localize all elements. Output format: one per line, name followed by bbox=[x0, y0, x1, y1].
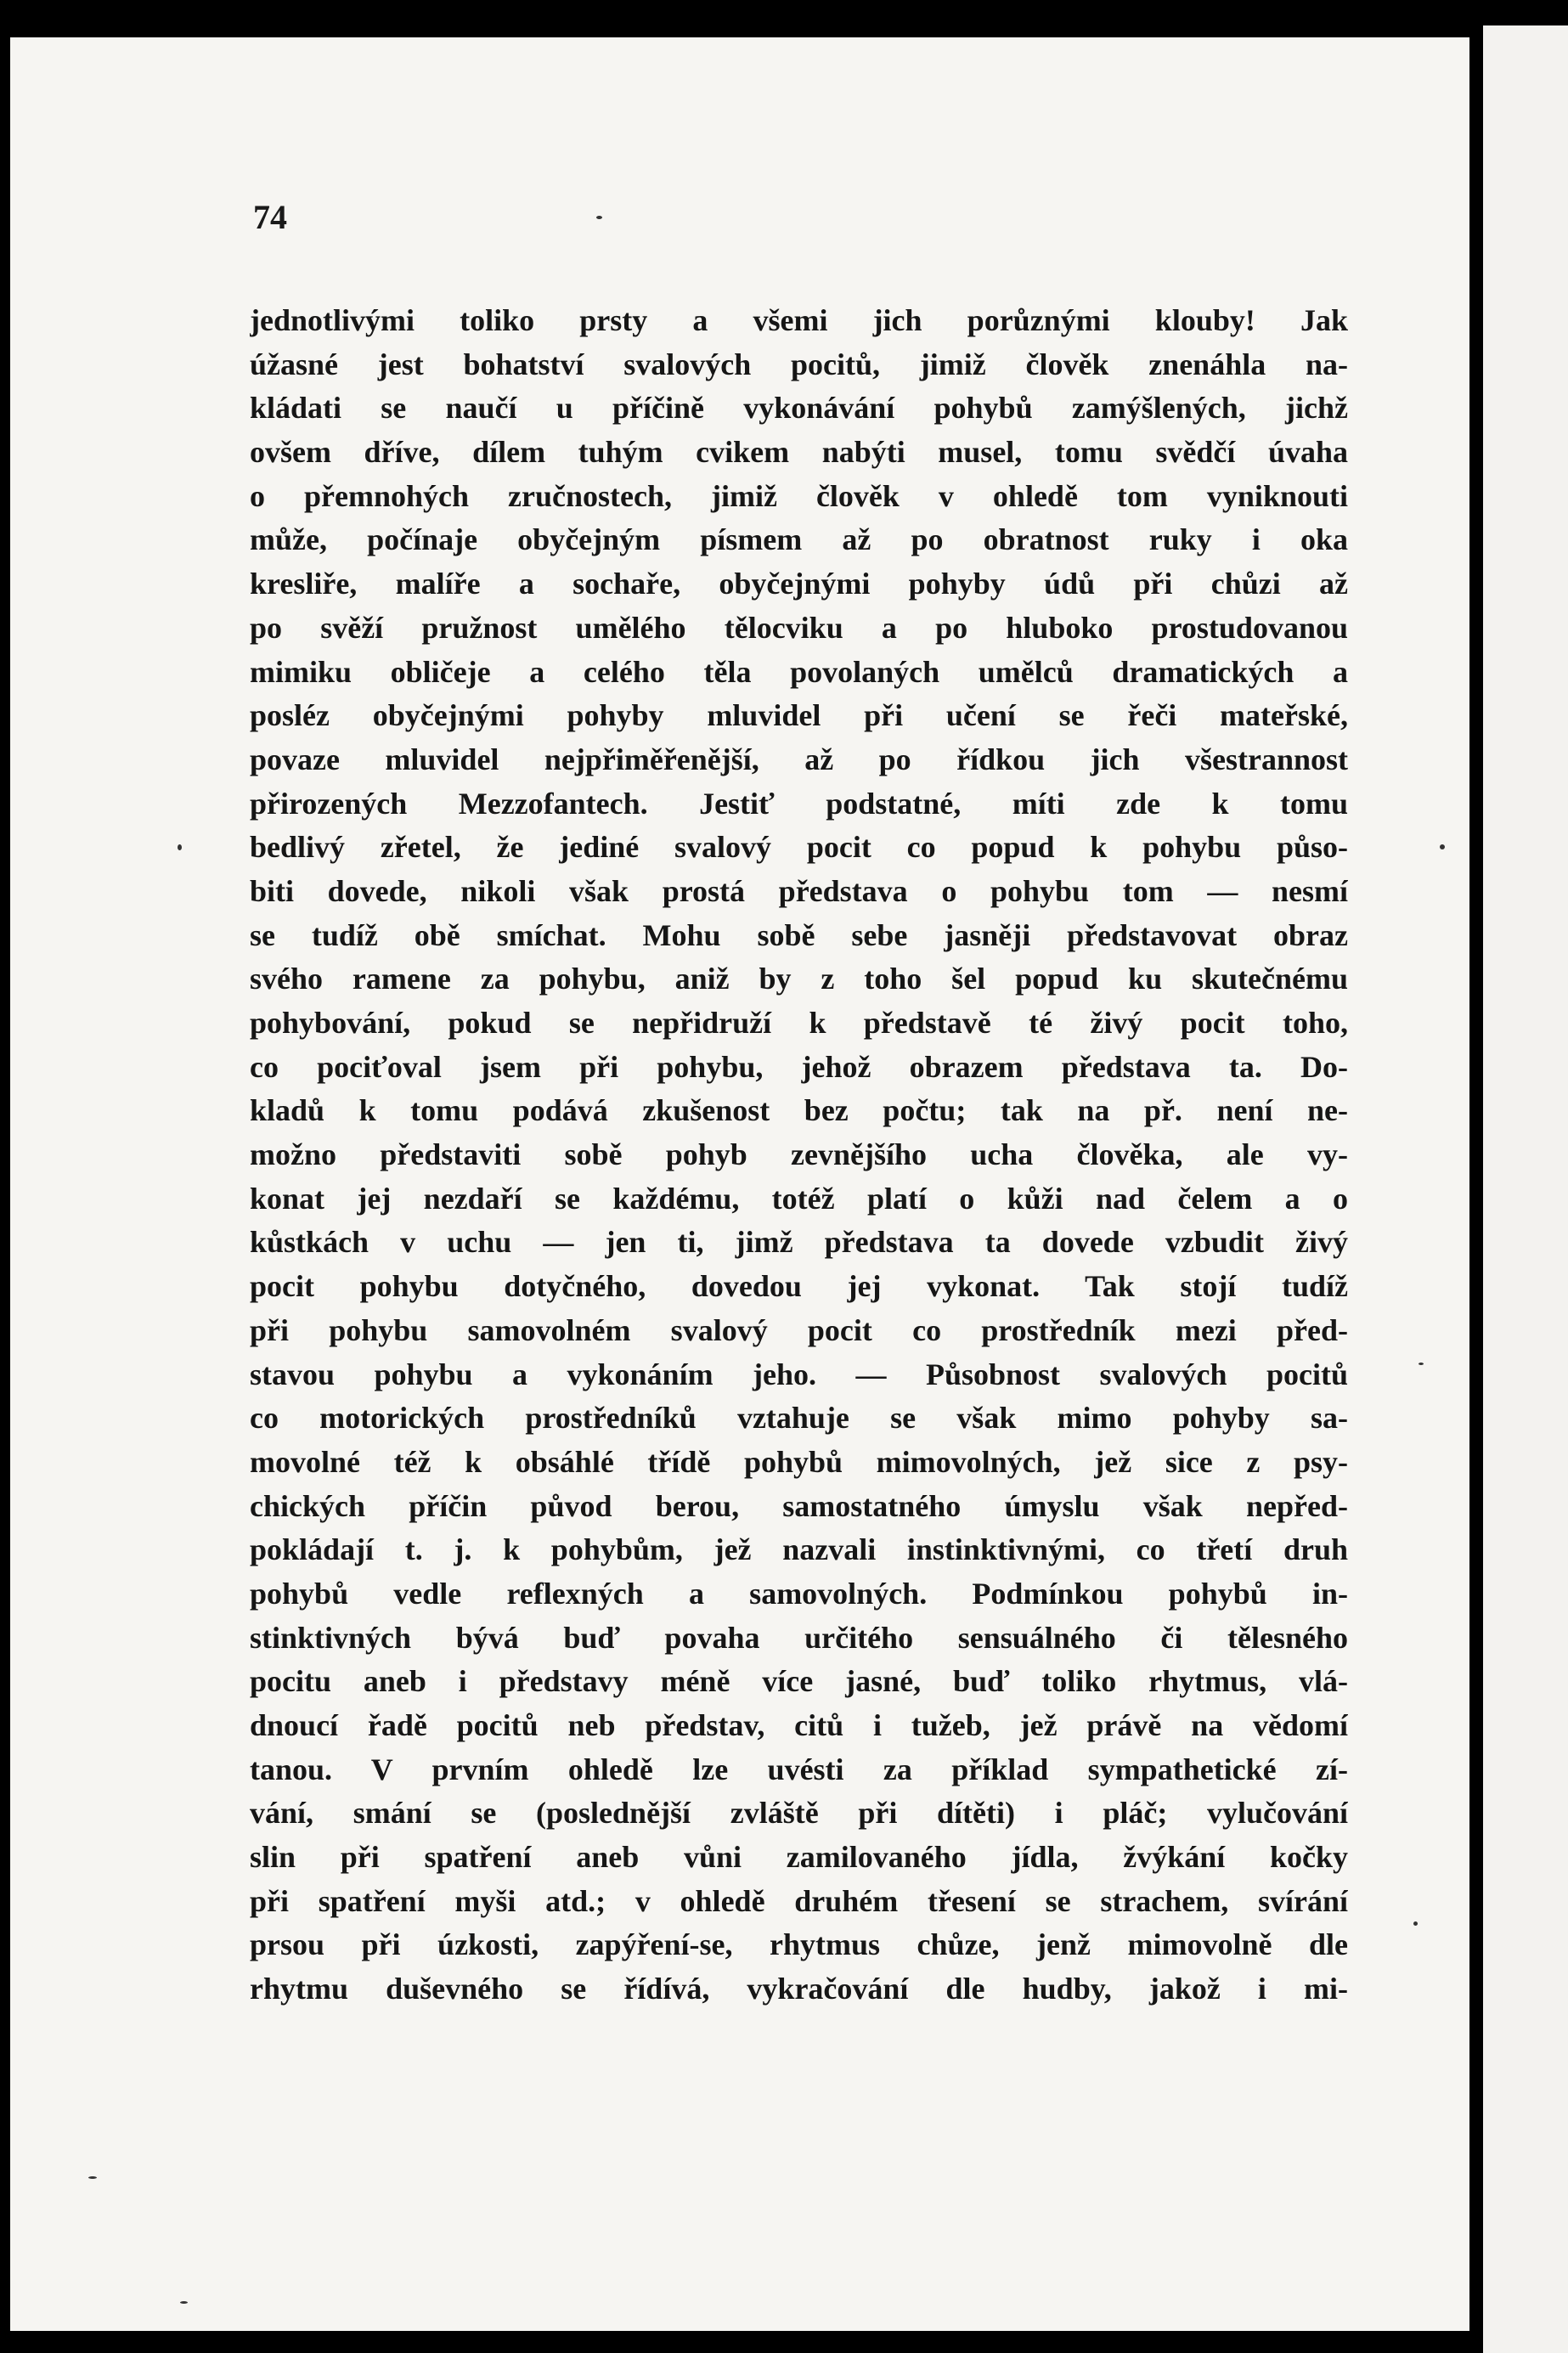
book-page bbox=[10, 37, 1469, 2331]
text-line: chických příčin původ berou, samostatného úmyslu však nepřed- bbox=[250, 1488, 1348, 1523]
text-line: co pociťoval jsem při pohybu, jehož obrazem představa ta. Do- bbox=[250, 1049, 1348, 1084]
text-line: o přemnohých zručnostech, jimiž člověk v ohledě tom vyniknouti bbox=[250, 478, 1348, 513]
text-line: movolné též k obsáhlé třídě pohybů mimovolných, jež sice z psy- bbox=[250, 1444, 1348, 1479]
text-line: pocitu aneb i představy méně více jasné, buď toliko rhytmus, vlá- bbox=[250, 1664, 1348, 1699]
text-line: pocit pohybu dotyčného, dovedou jej vykonat. Tak stojí tudíž bbox=[250, 1269, 1348, 1304]
text-line: konat jej nezdaří se každému, totéž platí o kůži nad čelem a o bbox=[250, 1181, 1348, 1216]
scan-speck bbox=[596, 216, 602, 219]
page-number: 74 bbox=[253, 198, 287, 236]
text-line: mimiku obličeje a celého těla povolaných umělců dramatických a bbox=[250, 654, 1348, 689]
text-line: posléz obyčejnými pohyby mluvidel při učení se řeči mateřské, bbox=[250, 698, 1348, 733]
text-line: bedlivý zřetel, že jediné svalový pocit co popud k pohybu půso- bbox=[250, 830, 1348, 865]
adjacent-page-edge bbox=[1483, 25, 1568, 2353]
text-line: pohybů vedle reflexných a samovolných. Podmínkou pohybů in- bbox=[250, 1576, 1348, 1611]
text-line: možno představiti sobě pohyb zevnějšího ucha člověka, ale vy- bbox=[250, 1137, 1348, 1172]
text-line: kladů k tomu podává zkušenost bez počtu; tak na př. není ne- bbox=[250, 1093, 1348, 1128]
text-line: dnoucí řadě pocitů neb představ, citů i tužeb, jež právě na vědomí bbox=[250, 1708, 1348, 1742]
text-line: co motorických prostředníků vztahuje se však mimo pohyby sa- bbox=[250, 1401, 1348, 1436]
text-line: při spatření myši atd.; v ohledě druhém třesení se strachem, svírání bbox=[250, 1883, 1348, 1918]
scan-speck bbox=[1413, 1921, 1418, 1926]
text-line: stavou pohybu a vykonáním jeho. — Působnost svalových pocitů bbox=[250, 1357, 1348, 1391]
text-line: biti dovede, nikoli však prostá představa o pohybu tom — nesmí bbox=[250, 873, 1348, 908]
text-line: může, počínaje obyčejným písmem až po obratnost ruky i oka bbox=[250, 522, 1348, 557]
text-line: rhytmu duševného se řídívá, vykračování dle hudby, jakož i mi- bbox=[250, 1972, 1348, 2006]
scan-speck bbox=[1419, 1363, 1424, 1365]
text-line: pokládají t. j. k pohybům, jež nazvali instinktivnými, co třetí druh bbox=[250, 1532, 1348, 1567]
text-line: při pohybu samovolném svalový pocit co prostředník mezi před- bbox=[250, 1312, 1348, 1347]
scan-speck bbox=[180, 2301, 188, 2304]
text-line: kládati se naučí u příčině vykonávání pohybů zamýšlených, jichž bbox=[250, 391, 1348, 426]
scan-speck bbox=[88, 2176, 97, 2179]
text-line: slin při spatření aneb vůni zamilovaného jídla, žvýkání kočky bbox=[250, 1840, 1348, 1875]
text-line: ovšem dříve, dílem tuhým cvikem nabýti musel, tomu svědčí úvaha bbox=[250, 435, 1348, 470]
text-line: úžasné jest bohatství svalových pocitů, jimiž člověk znenáhla na- bbox=[250, 347, 1348, 381]
text-line: se tudíž obě smíchat. Mohu sobě sebe jasněji představovat obraz bbox=[250, 917, 1348, 952]
text-line: prsou při úzkosti, zapýření-se, rhytmus chůze, jenž mimovolně dle bbox=[250, 1927, 1348, 1962]
text-line: přirozených Mezzofantech. Jestiť podstatné, míti zde k tomu bbox=[250, 786, 1348, 821]
scan-speck bbox=[178, 844, 182, 850]
text-line: kůstkách v uchu — jen ti, jimž představa ta dovede vzbudit živý bbox=[250, 1225, 1348, 1260]
body-text bbox=[250, 299, 1348, 2012]
text-line: pohybování, pokud se nepřidruží k představě té živý pocit toho, bbox=[250, 1006, 1348, 1040]
text-line: vání, smání se (poslednější zvláště při dítěti) i pláč; vylučování bbox=[250, 1796, 1348, 1831]
text-line: tanou. V prvním ohledě lze uvésti za příklad sympathetické zí- bbox=[250, 1752, 1348, 1786]
text-line: po svěží pružnost umělého tělocviku a po hluboko prostudovanou bbox=[250, 610, 1348, 645]
text-line: kresliře, malíře a sochaře, obyčejnými pohyby údů při chůzi až bbox=[250, 567, 1348, 601]
text-line: jednotlivými toliko prsty a všemi jich porůznými klouby! Jak bbox=[250, 303, 1348, 337]
scan-speck bbox=[1440, 844, 1445, 849]
text-line: povaze mluvidel nejpřiměřenější, až po řídkou jich všestrannost bbox=[250, 742, 1348, 776]
text-line: svého ramene za pohybu, aniž by z toho šel popud ku skutečnému bbox=[250, 962, 1348, 996]
text-line: stinktivných bývá buď povaha určitého sensuálného či tělesného bbox=[250, 1620, 1348, 1655]
